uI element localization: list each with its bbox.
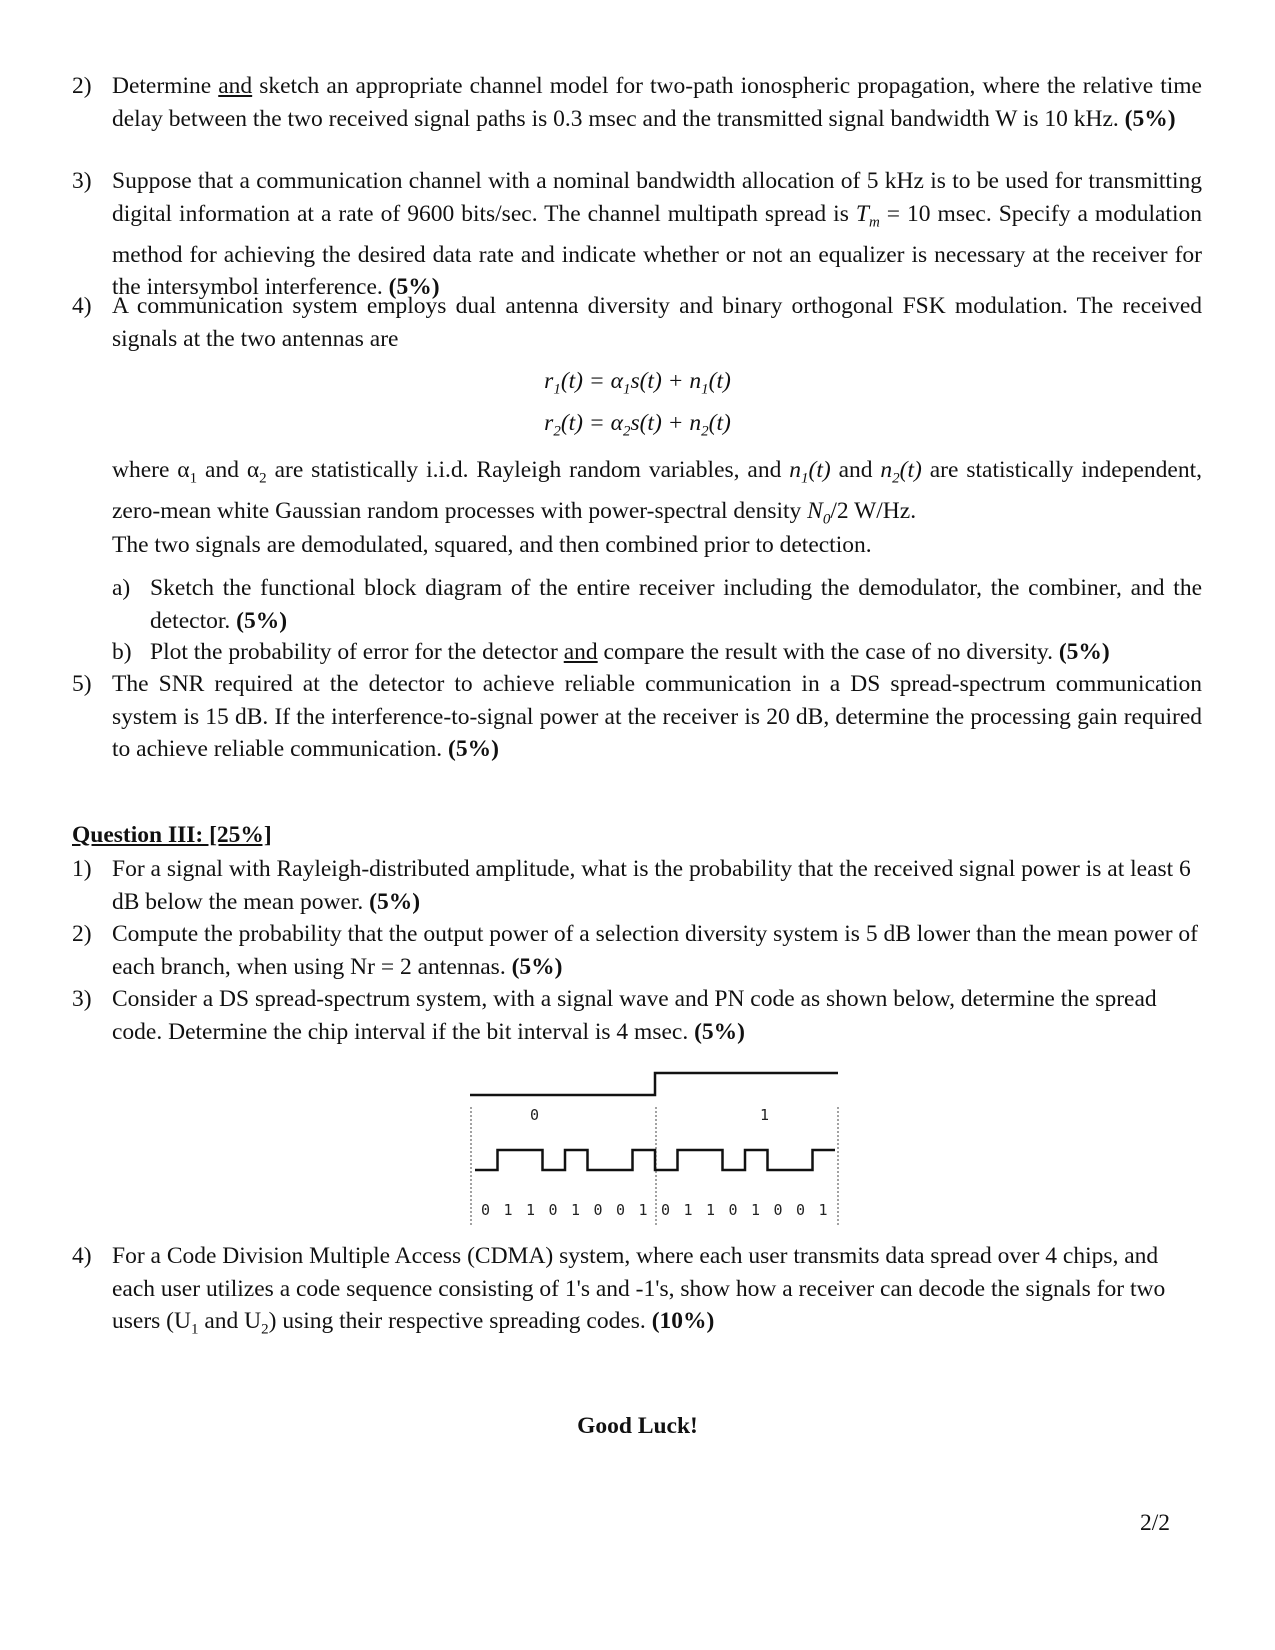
chip-label: 0	[796, 1201, 806, 1219]
q3-item-2: 2) Compute the probability that the output power of a selection diversity system is 5 dB lower than the mean power of each branch, when using Nr = 2 antennas. (5%)	[72, 918, 1202, 983]
marks: (5%)	[388, 274, 440, 301]
marks: (5%)	[369, 888, 421, 915]
item-number: 2)	[72, 921, 92, 947]
marks: (5%)	[1124, 105, 1176, 132]
chip-label: 0	[548, 1201, 558, 1219]
bit-label: 1	[760, 1106, 770, 1124]
q3-item-1: 1) For a signal with Rayleigh-distributed amplitude, what is the probability that the received signal power is at least 6 dB below the mean power. (5%)	[72, 853, 1202, 918]
chip-label: 1	[683, 1201, 693, 1219]
chip-label: 0	[593, 1201, 603, 1219]
marks: (5%)	[1058, 639, 1110, 665]
chip-label: 0	[481, 1201, 491, 1219]
closing-text: Good Luck!	[577, 1413, 698, 1439]
chip-label: 1	[706, 1201, 716, 1219]
chip-labels	[481, 1201, 828, 1219]
equation-r1: $r_1(t) = \alpha_1s(t) + n_1(t)$	[544, 368, 731, 398]
chip-label: 1	[751, 1201, 761, 1219]
q3-item-3: 3) Consider a DS spread-spectrum system, with a signal wave and PN code as shown below, determine the spread code. Determine the chip interval if the bit interval is 4 msec. (5%)	[72, 983, 1202, 1048]
item-number: 4)	[72, 1243, 92, 1269]
bit-label: 0	[530, 1106, 540, 1124]
chip-label: 0	[616, 1201, 626, 1219]
item-number: 2)	[72, 73, 92, 99]
pn-code-waveform	[475, 1150, 835, 1170]
q2-item-2: 2) Determine and sketch an appropriate channel model for two-path ionospheric propagation, where the relative time delay between the two received signal paths is 0.3 msec and the transmitted signal bandwidth W is 10 kHz. (5%)	[72, 70, 1202, 135]
chip-label: 0	[773, 1201, 783, 1219]
item-number: 5)	[72, 671, 92, 697]
chip-label: 1	[526, 1201, 536, 1219]
sub-item-a: a) Sketch the functional block diagram of the entire receiver including the demodulator, the combiner, and the detector. (5%)	[112, 575, 1202, 634]
combined-paragraph: The two signals are demodulated, squared, and then combined prior to detection.	[112, 532, 872, 558]
marks: (5%)	[511, 953, 563, 980]
item-number: 4)	[72, 293, 92, 319]
chip-label: 1	[638, 1201, 648, 1219]
chip-label: 0	[728, 1201, 738, 1219]
item-number: 3)	[72, 986, 92, 1012]
q2-item-4: 4) A communication system employs dual antenna diversity and binary orthogonal FSK modulation. The received signals at the two antennas are	[72, 290, 1202, 355]
marks: (10%)	[651, 1308, 715, 1334]
marks: (5%)	[448, 736, 499, 762]
chip-label: 1	[571, 1201, 581, 1219]
sub-item-b: b) Plot the probability of error for the detector and compare the result with the case of no diversity. (5%)	[112, 639, 1110, 665]
chip-label: 1	[818, 1201, 828, 1219]
question-iii-heading: Question III: [25%]	[72, 822, 272, 848]
equation-r2: $r_2(t) = \alpha_2s(t) + n_2(t)$	[544, 410, 731, 440]
q2-item-3: 3) Suppose that a communication channel with a nominal bandwidth allocation of 5 kHz is to be used for transmitting digital information at a rate of 9600 bits/sec. The channel multipath spread is $T_m = 10$ msec. Specify a modulation method for achieving the desired data rate and indicate whether or not an equalizer is necessary at the receiver for the intersymbol interference. (5%)	[72, 165, 1202, 304]
item-number: 3)	[72, 168, 92, 194]
data-signal-waveform	[470, 1073, 838, 1095]
marks: (5%)	[236, 607, 288, 634]
marks: (5%)	[694, 1018, 745, 1045]
q3-item-4: 4) For a Code Division Multiple Access (CDMA) system, where each user transmits data spread over 4 chips, and each user utilizes a code sequence consisting of 1's and -1's, show how a receiver can decode the signals for two users ($U_1$ and $U_2$) using their respective spreading codes. (10%)	[72, 1240, 1202, 1346]
page-number: 2/2	[1140, 1510, 1171, 1536]
q2-item-5: 5) The SNR required at the detector to achieve reliable communication in a DS spread-spectrum communication system is 15 dB. If the interference-to-signal power at the receiver is 20 dB, determine the processing gain required to achieve reliable communication. (5%)	[72, 668, 1202, 766]
item-number: 1)	[72, 856, 92, 882]
chip-label: 0	[661, 1201, 671, 1219]
ds-spread-spectrum-figure	[470, 1065, 850, 1230]
where-paragraph: where $\alpha_1$ and $\alpha_2$ are statistically i.i.d. Rayleigh random variables, and $n_1(t)$ and $n_2(t)$ are statistically independent, zero-mean white Gaussian random processes with power-spectral density $N_0/2$ W/Hz.	[112, 457, 1202, 528]
chip-label: 1	[503, 1201, 513, 1219]
